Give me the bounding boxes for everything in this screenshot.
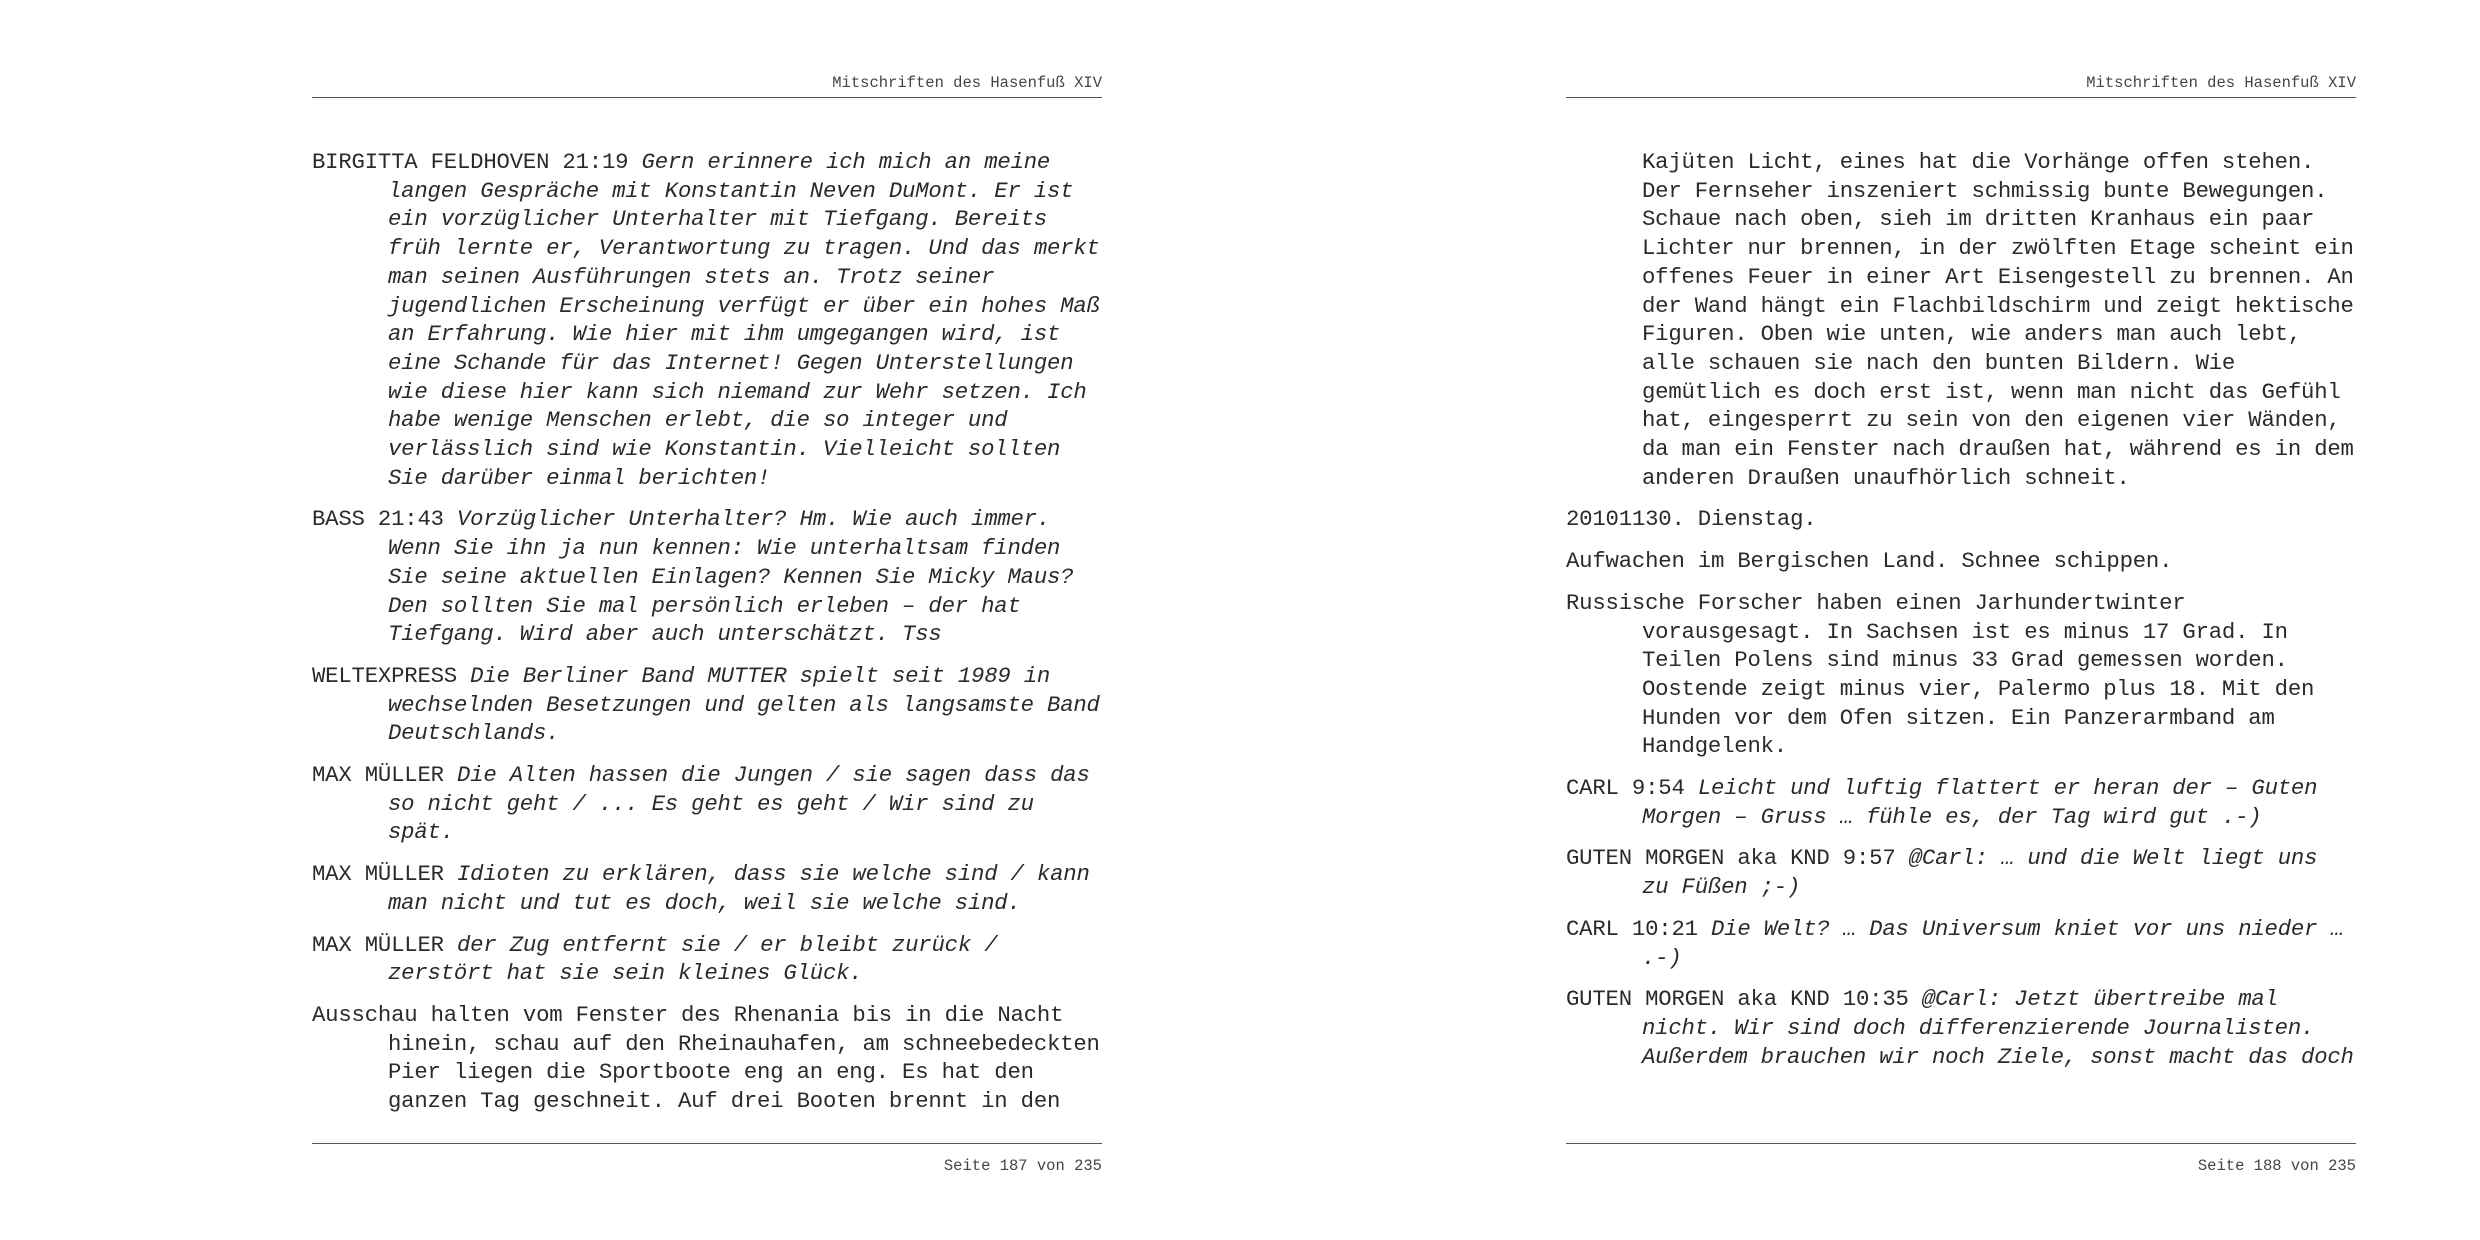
speaker: MAX MÜLLER bbox=[312, 861, 457, 888]
entry bbox=[312, 931, 1102, 988]
speaker: GUTEN MORGEN aka KND 10:35 bbox=[1566, 986, 1922, 1013]
speaker: MAX MÜLLER bbox=[312, 762, 457, 789]
speaker: GUTEN MORGEN aka KND 9:57 bbox=[1566, 845, 1909, 872]
speaker: BASS 21:43 bbox=[312, 506, 457, 533]
running-head: Mitschriften des Hasenfuß XIV bbox=[832, 74, 1102, 92]
entry bbox=[1566, 774, 2356, 831]
footer-rule bbox=[312, 1143, 1102, 1144]
header-rule bbox=[1566, 97, 2356, 98]
quote: Vorzüglicher Unterhalter? Hm. Wie auch immer. Wenn Sie ihn ja nun kennen: Wie unterhaltsam finden Sie seine aktuellen Einlagen? Kennen Sie Micky Maus? Den sollten Sie mal persönlich erleben – der hat Tiefgang. Wird aber auch unterschätzt. Tss bbox=[388, 506, 1074, 648]
quote: Leicht und luftig flattert er heran der – Guten Morgen – Gruss … fühle es, der Tag wird gut .-) bbox=[1642, 775, 2318, 830]
right-page bbox=[1566, 0, 2356, 1240]
entry bbox=[1566, 985, 2356, 1071]
entry bbox=[312, 148, 1102, 492]
quote: Gern erinnere ich mich an meine langen Gespräche mit Konstantin Neven DuMont. Er ist ein vorzüglicher Unterhalter mit Tiefgang. Bereits früh lernte er, Verantwortung zu tragen. Und das merkt man seinen Ausführungen stets an. Trotz seiner jugendlichen Erscheinung verfügt er über ein hohes Maß an Erfahrung. Wie hier mit ihm umgegangen wird, ist eine Schande für das Internet! Gegen Unterstellungen wie diese hier kann sich niemand zur Wehr setzen. Ich habe wenige Menschen erlebt, die so integer und verlässlich sind wie Konstantin. Vielleicht sollten Sie darüber einmal berichten! bbox=[388, 149, 1100, 491]
running-head: Mitschriften des Hasenfuß XIV bbox=[2086, 74, 2356, 92]
entry bbox=[312, 505, 1102, 649]
quote: Die Alten hassen die Jungen / sie sagen dass das so nicht geht / ... Es geht es geht / Wir sind zu spät. bbox=[388, 762, 1090, 846]
page-body bbox=[312, 148, 1102, 1129]
entry bbox=[312, 662, 1102, 748]
entry bbox=[1566, 844, 2356, 901]
speaker: CARL 9:54 bbox=[1566, 775, 1698, 802]
entry bbox=[1566, 915, 2356, 972]
quote: Die Berliner Band MUTTER spielt seit 1989 in wechselnden Besetzungen und gelten als langsamste Band Deutschlands. bbox=[388, 662, 1100, 747]
continued-paragraph: Kajüten Licht, eines hat die Vorhänge offen stehen. Der Fernseher inszeniert schmissig bunte Bewegungen. Schaue nach oben, sieh im dritten Kranhaus ein paar Lichter nur brennen, in der zwölften Etage scheint ein offenes Feuer in einer Art Eisengestell zu brennen. An der Wand hängt ein Flachbildschirm und zeigt hektische Figuren. Oben wie unten, wie anders man auch lebt, alle schauen sie nach den bunten Bildern. Wie gemütlich es doch erst ist, wenn man nicht das Gefühl hat, eingesperrt zu sein von den eigenen vier Wänden, da man ein Fenster nach draußen hat, während es in dem anderen Draußen unaufhörlich schneit. bbox=[1642, 149, 2354, 491]
narrative-paragraph: Ausschau halten vom Fenster des Rhenania bis in die Nacht hinein, schau auf den Rheinauhafen, am schneebedeckten Pier liegen die Sportboote eng an eng. Es hat den ganzen Tag geschneit. Auf drei Booten brennt in den bbox=[312, 1001, 1100, 1115]
quote: Idioten zu erklären, dass sie welche sind / kann man nicht und tut es doch, weil sie welche sind. bbox=[388, 861, 1090, 916]
speaker: MAX MÜLLER bbox=[312, 931, 457, 958]
narrative-paragraph: Aufwachen im Bergischen Land. Schnee schippen. bbox=[1566, 548, 2173, 575]
quote: der Zug entfernt sie / er bleibt zurück / zerstört hat sie sein kleines Glück. bbox=[388, 931, 998, 987]
footer-rule bbox=[1566, 1143, 2356, 1144]
speaker: CARL 10:21 bbox=[1566, 915, 1711, 942]
quote: @Carl: Jetzt übertreibe mal nicht. Wir sind doch differenzierende Journalisten. Außerdem brauchen wir noch Ziele, sonst macht das doch bbox=[1642, 986, 2354, 1070]
speaker: BIRGITTA FELDHOVEN 21:19 bbox=[312, 149, 642, 175]
speaker: WELTEXPRESS bbox=[312, 662, 471, 689]
page-body bbox=[1566, 148, 2356, 1084]
page-number: Seite 188 von 235 bbox=[2197, 1157, 2356, 1175]
narrative-paragraph: Russische Forscher haben einen Jarhundertwinter vorausgesagt. In Sachsen ist es minus 17 Grad. In Teilen Polens sind minus 33 Grad gemessen worden. Oostende zeigt minus vier, Palermo plus 18. Mit den Hunden vor dem Ofen sitzen. Ein Panzerarmband am Handgelenk. bbox=[1566, 589, 2315, 760]
entry bbox=[312, 761, 1102, 847]
quote: Die Welt? … Das Universum kniet vor uns nieder … .-) bbox=[1642, 915, 2344, 971]
quote: @Carl: … und die Welt liegt uns zu Füßen ;-) bbox=[1642, 845, 2318, 901]
date-line: 20101130. Dienstag. bbox=[1566, 506, 1817, 533]
page-number: Seite 187 von 235 bbox=[943, 1157, 1102, 1175]
entry bbox=[312, 860, 1102, 917]
header-rule bbox=[312, 97, 1102, 98]
left-page bbox=[312, 0, 1102, 1240]
